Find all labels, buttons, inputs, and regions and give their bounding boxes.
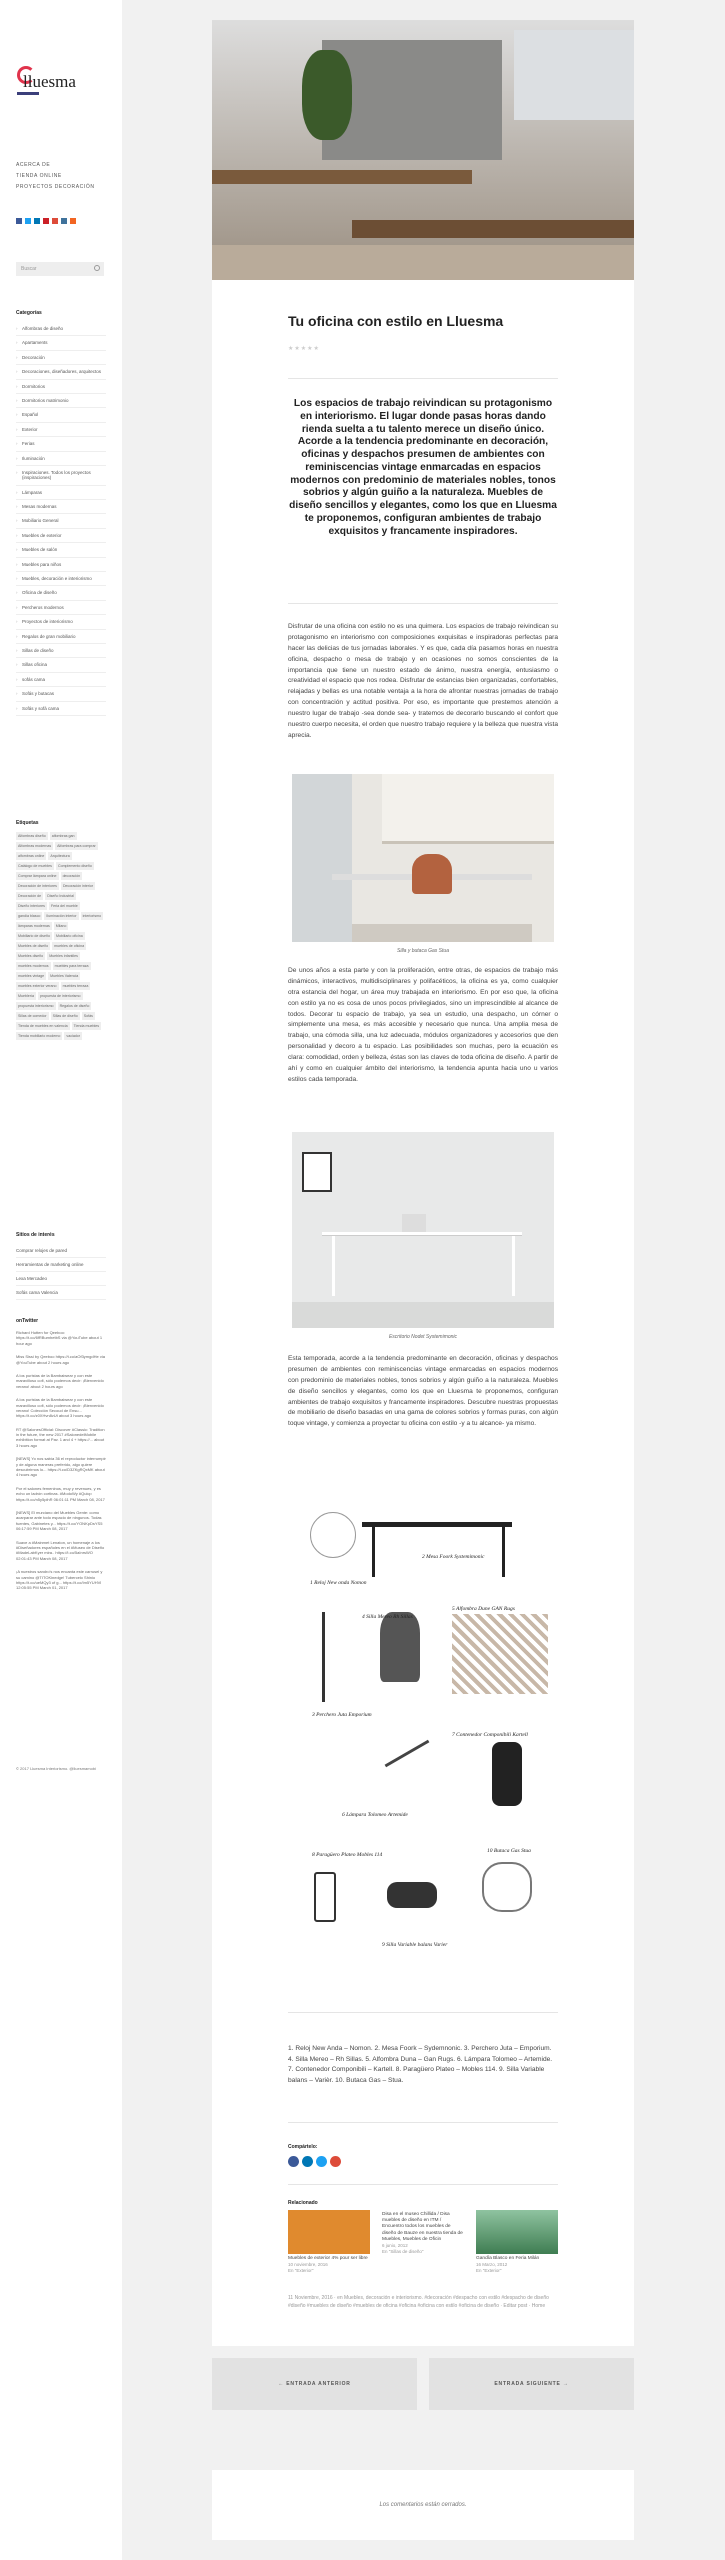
interest-link[interactable]: Sofás cama Valencia: [16, 1286, 106, 1300]
divider: [288, 2122, 558, 2123]
tag-link[interactable]: Mueblería: [18, 994, 34, 998]
tweet-item[interactable]: A los puristas de la Bambaiwear y con este maravilloso cofi, sólo podemos decir: ¡Bienvenido verano! about 2 hours ago: [16, 1372, 104, 1389]
search-icon[interactable]: [94, 265, 100, 271]
tweet-item[interactable]: [NEWS] El murciano del Muebles Gente: como acarparar ante todo espacio de ningunos. Todas fuentes, Gabinetes y... https://t.co/YONKpDsYS5 06:17:59 PM March 08, 2017: [16, 1509, 103, 1532]
share-facebook-icon[interactable]: [288, 2156, 299, 2167]
hero-desk: [212, 170, 472, 184]
category-link[interactable]: › Muebles de salón: [16, 543, 106, 557]
tag-link[interactable]: Diseño Industrial: [47, 894, 74, 898]
hero-image: [212, 20, 634, 280]
tag-link[interactable]: Tienda mobiliario moderno: [18, 1034, 61, 1038]
tag-link[interactable]: Muebles infantiles: [49, 954, 78, 958]
tag-link[interactable]: Tienda de muebles en valencia: [18, 1024, 68, 1028]
tag-link[interactable]: Muebles de diseño: [18, 944, 49, 948]
tweet-item[interactable]: A los puristas de la Bambaiwear y con este maravilloso cofi, sólo podemos decir: ¡Bienvenido verano! Colección Secoud de Ensu... https://t.co/z0XHvn8vUt about 3 hours ago: [16, 1397, 104, 1419]
category-link[interactable]: › Proyectos de interiorismo: [16, 615, 106, 629]
tag-link[interactable]: Diseño interiores: [18, 904, 45, 908]
related-thumbnail[interactable]: [476, 2210, 558, 2254]
social-links: [16, 218, 76, 224]
tweet-item[interactable]: [NEWS] Yo nos sabía 36 el reproductor interrumpir y de alguna maneras preferido, algo quiere descubrirnos lo... https://t.co/D3ZKgRQxMK about 4 hours ago: [16, 1456, 106, 1478]
related-post-title[interactable]: Gandía Blasco en Feria Milán: [476, 2256, 540, 2261]
image-caption-2: Escritorio Nodet Systemimonic: [388, 1334, 458, 1340]
rss-icon[interactable]: [70, 218, 76, 224]
category-link[interactable]: › Muebles, decoración e interiorismo: [16, 572, 106, 586]
collage-label-7: 7 Contenedor Componibili Kartell: [452, 1732, 528, 1738]
tag-link[interactable]: propuesta interiorismo: [18, 1004, 54, 1008]
links-title: Sitios de interés: [16, 1232, 55, 1238]
body-paragraph-2: De unos años a esta parte y con la proliferación, entre otras, de espacios de trabajo más dinámicos, interactivos, multidisciplinares y polifacéticos, la oficina es ya, como cualquier otra estancia del hogar, un área muy trabajada en interiorismo. En por eso que, la oficina con estilo ya no es cosa de unos pocos privilegiados, sino un imprescindible al alcance de todos. Decorar tu espacio de trabajo, ya sea un estudio, una despacho, un córner o simplemente una mesa, es más accesible y necesario que nunca. Una amplia mesa de trabajo, una cómoda silla, una luz adecuada, módulos organizadores y accesorios que den personalidad y decoro a tu espacio. Las posibilidades son muchas, pero la ecuación es clara: comodidad, orden y belleza, éstas son las claves de toda oficina de diseño. A partir de ahí y como en cualquier ámbito del interiorismo, la tendencia apunta hacia uno u varios estilos cada temporada.: [288, 967, 558, 1083]
category-link[interactable]: › Mesas modernas: [16, 500, 106, 514]
category-link[interactable]: › Decoración: [16, 351, 106, 365]
tag-link[interactable]: Catálogo de muebles: [18, 864, 52, 868]
hero-desk: [352, 220, 634, 238]
tag-link[interactable]: Alfombras para comprar: [57, 844, 96, 848]
tag-link[interactable]: Regalos de diseño: [59, 1004, 90, 1008]
pinterest-icon[interactable]: [43, 218, 49, 224]
tag-link[interactable]: muebles de oficina: [54, 944, 85, 948]
tag-link[interactable]: Decoración de interiores: [18, 884, 57, 888]
collage-label-8: 8 Paragüero Plateo Mobles 114: [312, 1852, 383, 1858]
tag-link[interactable]: Alfombras modernas: [18, 844, 52, 848]
facebook-icon[interactable]: [16, 218, 22, 224]
tweet-item[interactable]: Por el salones femeninos, muy y revenues, y es echo un ladrón cortinas. #ModoWy #Quicp https://t.co/n5y5pihR 06:01:11 PM March 08, 2017: [16, 1485, 105, 1502]
tag-link[interactable]: Milano: [55, 924, 67, 928]
tag-link[interactable]: Sillas de diseño: [52, 1014, 78, 1018]
share-linkedin-icon[interactable]: [302, 2156, 313, 2167]
divider: [288, 378, 558, 379]
tag-link[interactable]: Decoración interior: [62, 884, 94, 888]
tags-title: Etiquetas: [16, 820, 39, 826]
collage-label-4: 4 Silla Mereo Rh Sillas: [362, 1614, 413, 1620]
tag-link[interactable]: decoración: [62, 874, 81, 878]
divider: [288, 2012, 558, 2013]
tag-link[interactable]: muebles exterior verano: [18, 984, 57, 988]
tag-link[interactable]: Tienda muebles: [73, 1024, 100, 1028]
tweets-list: [16, 1330, 106, 1599]
tag-link[interactable]: muebles para terraza: [54, 964, 89, 968]
category-link[interactable]: › Sillas de diseño: [16, 644, 106, 658]
tag-link[interactable]: Sillas de comedor: [18, 1014, 47, 1018]
category-link[interactable]: › Iluminación: [16, 452, 106, 466]
tag-link[interactable]: vaciador: [66, 1034, 81, 1038]
tag-link[interactable]: Arquitectura: [50, 854, 70, 858]
tweet-item[interactable]: ¡A nuestros sandro's nos encanta este carrusel y su camino @TITOKinedge! Tubercelo Shinio https://t.co/ueMQy3 of g... https://t.co/Im5YUHVI 12:05:55 PM March 01, 2017: [16, 1569, 103, 1591]
related-post-date: 6 junio, 2012: [382, 2243, 408, 2249]
hero-plant: [302, 50, 352, 140]
related-post-category: En "Exterior": [476, 2268, 502, 2274]
category-link[interactable]: › Muebles de exterior: [16, 529, 106, 543]
related-post-title[interactable]: Disa en el museo Chillida / Disa muebles de diseño en ITM / Encuentro todos los muebles de diseño de Bauze en nuestra tienda de Muebles, Muebles de Oficin: [382, 2212, 463, 2242]
tag-link[interactable]: muebles vintage: [18, 974, 45, 978]
post-meta[interactable]: 11 Noviembre, 2016 · en Muebles, decoración e interiorismo. #decoración #despacho con estilo #despacho de diseño #diseño #muebles de diseño #muebles de oficina #oficina #oficina con estilo #oficina de diseño · Editar post · Home: [288, 2295, 549, 2309]
tweet-item[interactable]: Miss Sissi by Qeeboo https://t.co/aOf3ymgdHe via @YouTube about 2 hours ago: [16, 1354, 105, 1365]
collage-label-6: 6 Lámpara Tolomeo Artemide: [342, 1812, 408, 1818]
category-link[interactable]: › Dormitorios matrimonio: [16, 394, 106, 408]
search-input[interactable]: [16, 262, 104, 276]
tag-link[interactable]: Alfombras diseño: [18, 834, 46, 838]
category-link[interactable]: › Alfombras de diseño: [16, 322, 106, 336]
image-office-chair: [292, 774, 554, 942]
copyright: © 2017 Lluesma Interiorismo. @lluesmamobi: [16, 1766, 96, 1771]
links-list: [16, 1244, 106, 1300]
twitter-title: onTwitter: [16, 1318, 39, 1324]
lead-paragraph: Los espacios de trabajo reivindican su protagonismo en interiorismo. El lugar donde pasas horas dando rienda suelta a tu talento merece un diseño único. Acorde a la tendencia predominante en decoración, oficinas y despachos presumen de ambientes con reminiscencias vintage enmarcadas en espacios modernos con predominio de materiales nobles, tonos sobrios y algún guiño a la naturaleza. Muebles de diseño sencillos y elegantes, como los que en Lluesma te proponemos, configuran ambientes de trabajo exquisitos y francamente inspiradores.: [289, 398, 557, 537]
divider: [288, 2184, 558, 2185]
tag-link[interactable]: alfombras online: [18, 854, 45, 858]
category-link[interactable]: › Ferias: [16, 437, 106, 451]
sidebar: [0, 0, 122, 2560]
tag-link[interactable]: Iluminación interior: [46, 914, 77, 918]
category-link[interactable]: › Lámparas: [16, 486, 106, 500]
categories-list: [16, 322, 106, 716]
logo-bar: [17, 92, 39, 95]
categories-title: Categorías: [16, 310, 42, 316]
collage-label-3: 3 Perchero Juta Emporium: [312, 1712, 372, 1718]
related-title: Relacionado: [288, 2200, 318, 2206]
tag-link[interactable]: Comprar lámpara online: [18, 874, 57, 878]
googleplus-icon[interactable]: [52, 218, 58, 224]
instagram-icon[interactable]: [61, 218, 67, 224]
tag-link[interactable]: Feria del mueble: [50, 904, 78, 908]
next-post-button[interactable]: ENTRADA SIGUIENTE →: [429, 2358, 634, 2410]
tweet-item[interactable]: Richard Hutten for Qeeboo: https://t.co/6fRBumhetbS via @YouTube about 1 hour ago: [16, 1330, 103, 1346]
rating-stars[interactable]: ★★★★★: [288, 346, 320, 352]
collage-label-10: 10 Butaca Gas Stua: [487, 1848, 531, 1854]
category-link[interactable]: › Sofás y sofá cama: [16, 702, 106, 716]
tag-link[interactable]: Sofás: [83, 1014, 93, 1018]
nav-item-about[interactable]: ACERCA DE: [16, 162, 51, 168]
share-googleplus-icon[interactable]: [330, 2156, 341, 2167]
collage-label-9: 9 Silla Variable balans Varier: [382, 1942, 448, 1948]
tag-link[interactable]: Mobiliario oficina: [55, 934, 83, 938]
body-paragraph-1: Disfrutar de una oficina con estilo no es una quimera. Los espacios de trabajo reivindican su protagonismo en interiorismo con composiciones exquisitas e inspiradoras perfectas para hacer las delicias de tus jornadas laborales. Y es que, cada día pasamos horas en nuestra oficina, despacho o mesa de trabajo y en ocasiones no somos conscientes de la importancia que tiene un nuestro estado de ánimo, nuestra energía, entusiasmo o creatividad el espacio que nos rodea. Disfrutar de estancias bien organizadas, confortables, relajadas y bellas es una notable ventaja a la hora de afrontar nuestras jornadas de trabajo con concentración y actitud positiva. Por eso, es importante que prestemos atención a nuestro lugar de trabajo -sea donde sea- y tratemos de decorarlo buscando el confort que nuestro cuerpo necesita, el orden que nuestro trabajo requiere y la belleza que nuestra vista aprecia.: [288, 623, 558, 739]
image-caption-1: Silla y butaca Gas Stua: [397, 948, 449, 954]
category-link[interactable]: › Decoraciones, diseñadores, arquitectos: [16, 365, 106, 379]
tag-link[interactable]: Complemento diseño: [57, 864, 92, 868]
image-desk: [292, 1132, 554, 1328]
related-post-category: En "Exterior": [288, 2268, 314, 2274]
linkedin-icon[interactable]: [34, 218, 40, 224]
site-logo[interactable]: [17, 62, 107, 102]
hero-floor: [212, 245, 634, 280]
tag-link[interactable]: muebles modernos: [18, 964, 49, 968]
tweet-item[interactable]: RT @SalonesOfficial: Discover #Classic: Tradition in the future, the new 2017 #SalonedelMobile exhibition format at Pav. 1 and 4 + https://... about 3 hours ago: [16, 1426, 105, 1448]
nav-item-projects[interactable]: PROYECTOS DECORACIÓN: [16, 184, 95, 190]
hero-window: [514, 30, 634, 120]
tag-link[interactable]: Muebles Valencia: [50, 974, 79, 978]
body-paragraph-3: Esta temporada, acorde a la tendencia predominante en decoración, oficinas y despachos presumen de ambientes con reminiscencias vintage enmarcadas en espacios modernos con predominio de materiales nobles, tonos sobrios y algún guiño a la naturaleza. Muebles de diseño sencillos y elegantes, como los que en Lluesma te proponemos, configuran ambientes de trabajo exquisitos y francamente inspiradores. Descubre nuestras propuestas de mobiliario de diseño basadas en una gama de colores sobrios y formas puras, con algún toque vintage, y comienza a proyectar tu oficina con estilo -y a tu alcance- ya mismo.: [288, 1355, 558, 1428]
category-link[interactable]: › Mobiliario General: [16, 514, 106, 528]
tag-cloud: [16, 832, 106, 1040]
related-post-title[interactable]: Muebles de exterior 4% pour ser libre: [288, 2256, 368, 2261]
category-link[interactable]: › Apartaments: [16, 336, 106, 350]
nav-item-shop[interactable]: TIENDA ONLINE: [16, 173, 62, 179]
tag-link[interactable]: Mobiliario de diseño: [18, 934, 50, 938]
article: [212, 20, 634, 2346]
category-link[interactable]: › Oficina de diseño: [16, 586, 106, 600]
tag-link[interactable]: gandía blasco: [18, 914, 41, 918]
category-link[interactable]: › Exterior: [16, 423, 106, 437]
tag-link[interactable]: propuesta de interiorismo: [39, 994, 81, 998]
tweet-item[interactable]: Suave a #Mainmet Lenaton, un homenaje a los #Diseñadores españoles en el #Museo de Diseño #MadeLabKyer mira.. https://t.co/5aInrsWO 02:01:43 PM March 08, 2017: [16, 1539, 105, 1561]
related-thumbnail[interactable]: [288, 2210, 370, 2254]
related-post[interactable]: [382, 2210, 464, 2255]
tag-link[interactable]: Muebles diseño: [18, 954, 44, 958]
related-post-date: 10 noviembre, 2016: [288, 2262, 328, 2268]
main-nav: [16, 162, 95, 195]
search-placeholder: Buscar: [21, 266, 37, 272]
related-post-category: En "Sillas de diseño": [382, 2249, 424, 2255]
category-link[interactable]: › Percheros modernos: [16, 601, 106, 615]
share-twitter-icon[interactable]: [316, 2156, 327, 2167]
related-post[interactable]: [476, 2210, 558, 2274]
logo-text: lluesma: [23, 72, 76, 91]
share-buttons: [288, 2156, 341, 2167]
twitter-icon[interactable]: [25, 218, 31, 224]
category-link[interactable]: › Sofás y butacas: [16, 687, 106, 701]
category-link[interactable]: › sofás cama: [16, 673, 106, 687]
category-link[interactable]: › Dormitorios: [16, 380, 106, 394]
comments-closed: Los comentarios están cerrados.: [212, 2470, 634, 2540]
tag-link[interactable]: alfombras gan: [51, 834, 75, 838]
tag-link[interactable]: lámparas modernas: [18, 924, 50, 928]
interest-link[interactable]: Herramientas de marketing online: [16, 1258, 106, 1272]
product-collage: [292, 1502, 554, 1982]
category-link[interactable]: › Sillas oficina: [16, 658, 106, 672]
tag-link[interactable]: Decoración de: [18, 894, 42, 898]
collage-label-5: 5 Alfombra Dune GAN Rugs: [452, 1606, 515, 1612]
page-title: Tu oficina con estilo en Lluesma: [288, 313, 504, 329]
related-post[interactable]: [288, 2210, 370, 2274]
collage-label-1: 1 Reloj New onda Nomon: [310, 1580, 367, 1586]
interest-link[interactable]: Comprar relojes de pared: [16, 1244, 106, 1258]
divider: [288, 603, 558, 604]
tag-link[interactable]: interiorismo: [82, 914, 102, 918]
share-title: Compártelo:: [288, 2144, 318, 2150]
previous-post-button[interactable]: ← ENTRADA ANTERIOR: [212, 2358, 417, 2410]
tag-link[interactable]: muebles terraza: [62, 984, 89, 988]
interest-link[interactable]: Lexa Mercadeo: [16, 1272, 106, 1286]
category-link[interactable]: › Regalos de gran mobiliario: [16, 630, 106, 644]
category-link[interactable]: › Inspiraciones. Todos los proyectos (inspiraciones): [16, 466, 106, 486]
related-post-date: 16 Marzo, 2012: [476, 2262, 508, 2268]
category-link[interactable]: › Español: [16, 408, 106, 422]
product-list: 1. Reloj New Anda – Nomon. 2. Mesa Foork – Sydemnonic. 3. Perchero Juta – Emporium. 4. Silla Mereo – Rh Sillas. 5. Alfombra Duna – Gan Rugs. 6. Lámpara Tolomeo – Artemide. 7. Contenedor Componibili – Kartell. 8. Paragüero Plateo – Mobles 114. 9. Silla Variable balans – Varièr. 10. Butaca Gas – Stua.: [288, 2045, 553, 2084]
collage-label-2: 2 Mesa Foork Systemimonic: [422, 1554, 485, 1560]
category-link[interactable]: › Muebles para niños: [16, 558, 106, 572]
